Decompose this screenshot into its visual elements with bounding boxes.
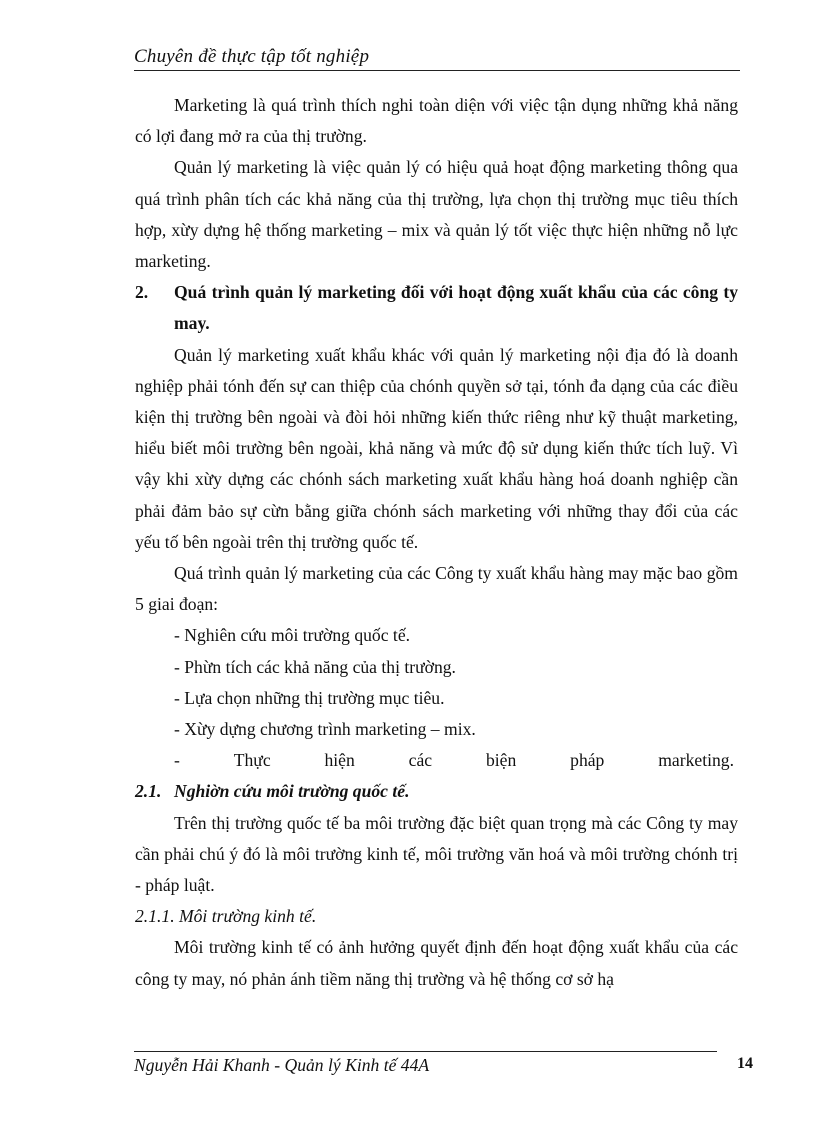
paragraph-stages-intro: Quá trình quản lý marketing của các Công ty xuất khẩu hàng may mặc bao gồm 5 giai đoạn: xyxy=(135,563,738,615)
list-item-justified xyxy=(135,745,738,776)
footer-rule xyxy=(134,1051,717,1052)
header-rule xyxy=(134,70,740,71)
paragraph-marketing-management: Quản lý marketing là việc quản lý có hiệu quả hoạt động marketing thông qua quá trình phân tích các khả năng của thị trường, lựa chọn thị trường mục tiêu thích hợp, xừy dựng hệ thống marketing – mix và quản lý tốt việc thực hiện những nỗ lực marketing. xyxy=(135,157,738,272)
section-heading-2 xyxy=(135,277,738,339)
section-title: Quá trình quản lý marketing đối với hoạt động xuất khẩu của các công ty may. xyxy=(174,282,738,334)
body-text xyxy=(135,90,738,995)
subsection-heading-2-1-1: 2.1.1. Môi trường kinh tế. xyxy=(135,906,317,927)
subsection-number: 2.1. xyxy=(135,781,162,802)
paragraph-export-marketing: Quản lý marketing xuất khẩu khác với quản lý marketing nội địa đó là doanh nghiệp phải tónh đến sự can thiệp của chónh quyền sở tại, tónh đa dạng của các điều kiện thị trường bên ngoài và đòi hỏi những kiến thức riêng như kỹ thuật marketing, hiểu biết môi trường bên ngoài, khả năng và mức độ sử dụng kiến thức tích luỹ. Vì vậy khi xừy dựng các chónh sách marketing xuất khẩu hàng hoá doanh nghiệp cần phải đảm bảo sự cừn bằng giữa chónh sách marketing với những thay đổi của các yếu tố bên ngoài trên thị trường quốc tế. xyxy=(135,344,738,552)
paragraph-international-environment: Trên thị trường quốc tế ba môi trường đặc biệt quan trọng mà các Công ty may cần phải chú ý đó là môi trường kinh tế, môi trường văn hoá và môi trường chónh trị - pháp luật. xyxy=(135,812,738,896)
list-item: - Nghiên cứu môi trường quốc tế. xyxy=(174,625,411,646)
paragraph-economic-environment: Môi trường kinh tế có ảnh hưởng quyết định đến hoạt động xuất khẩu của các công ty may, nó phản ánh tiềm năng thị trường và hệ thống cơ sở hạ xyxy=(135,937,738,989)
paragraph-marketing-definition: Marketing là quá trình thích nghi toàn diện với việc tận dụng những khả năng có lợi đang mở ra của thị trường. xyxy=(135,95,738,147)
page-number: 14 xyxy=(737,1055,753,1072)
section-number: 2. xyxy=(135,282,149,303)
list-word: hiện xyxy=(324,750,355,771)
list-word: - xyxy=(174,750,180,771)
list-item: - Phừn tích các khả năng của thị trường. xyxy=(174,656,456,677)
running-header: Chuyên đề thực tập tốt nghiệp xyxy=(134,46,370,67)
list-word: marketing. xyxy=(658,750,734,771)
list-word: Thực xyxy=(233,750,271,771)
subsection-title: Nghiờn cứu môi trường quốc tế. xyxy=(174,781,410,802)
list-word: các xyxy=(408,750,433,771)
list-item: - Lựa chọn những thị trường mục tiêu. xyxy=(174,687,445,708)
list-word: pháp xyxy=(570,750,605,771)
list-item: - Xừy dựng chương trình marketing – mix. xyxy=(174,719,476,740)
footer-author: Nguyễn Hải Khanh - Quản lý Kinh tế 44A xyxy=(134,1055,430,1075)
subsection-heading-2-1 xyxy=(135,776,738,807)
list-word: biện xyxy=(485,750,517,771)
